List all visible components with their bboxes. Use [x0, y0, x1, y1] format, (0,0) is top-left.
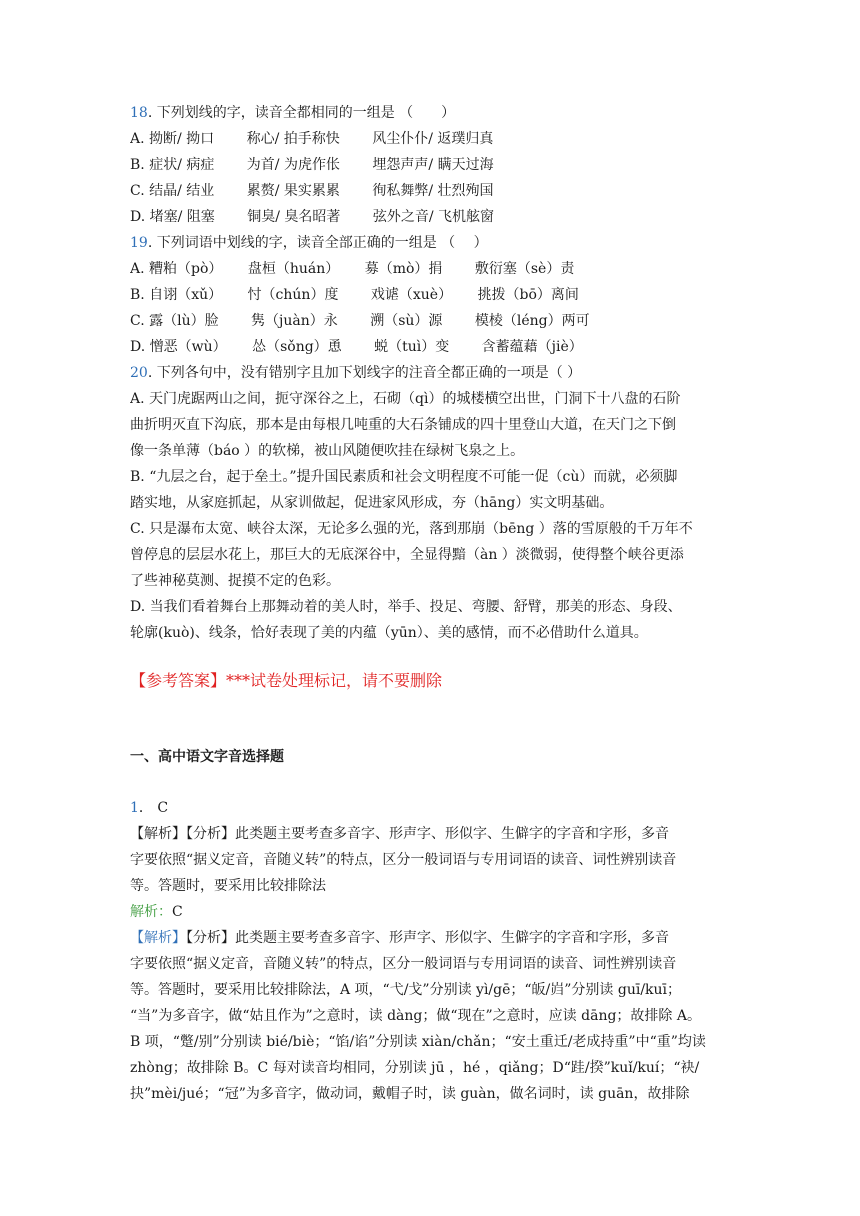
passage-line: D. 当我们看着舞台上那舞动着的美人时，举手、投足、弯腰、舒臂，那美的形态、身段、: [130, 599, 682, 615]
option-line: A. 拗断/ 拗口 称心/ 拍手称快 风尘仆仆/ 返璞归真: [130, 131, 494, 147]
question-block: [130, 100, 730, 646]
question-20-stem: 20. 下列各句中，没有错别字且加下划线字的注音全都正确的一项是（ ）: [130, 365, 582, 381]
question-number: 20: [130, 365, 148, 381]
passage-line: 曾停息的层层水花上，那巨大的无底深谷中，全显得黯（àn ）淡微弱，使得整个峡谷更添: [130, 547, 684, 563]
passage-line: 轮廓(kuò)、线条，恰好表现了美的内蕴（yūn）、美的感情，而不必借助什么道具。: [130, 625, 648, 641]
option-line: A. 糟粕（pò） 盘桓（huán） 募（mò）捐 敷衍塞（sè）责: [130, 261, 575, 277]
question-number: 18: [130, 105, 148, 121]
passage-line: B. “九层之台，起于垒土。”提升国民素质和社会文明程度不可能一促（cù）而就，必须脚: [130, 469, 678, 485]
detail-line: “当”为多音字，做“姑且作为”之意时，读 dàng；做“现在”之意时，应读 dāng；故排除 A。: [130, 1008, 701, 1024]
option-line: D. 憎恶（wù） 怂（sǒng）恿 蜕（tuì）变 含蓄蕴藉（jiè）: [130, 339, 583, 355]
jiexi-line: 字要依照“据义定音，音随义转”的特点，区分一般词语与专用词语的读音、词性辨别读音: [130, 852, 677, 868]
solution-block: [130, 795, 730, 1107]
short-answer: 解析：C: [130, 904, 183, 920]
jiexi-line: 【解析】【分析】此类题主要考查多音字、形声字、形似字、生僻字的字音和字形，多音: [130, 826, 669, 842]
option-line: B. 自诩（xǔ） 忖（chún）度 戏谑（xuè） 挑拨（bō）离间: [130, 287, 579, 303]
detail-line: zhòng；故排除 B。C 每对读音均相同，分别读 jū ，hé ，qiǎng；D“跬/揆”kuǐ/kuí；“袂/: [130, 1060, 700, 1076]
option-line: B. 症状/ 病症 为首/ 为虎作伥 埋怨声声/ 瞒天过海: [130, 157, 494, 173]
passage-line: C. 只是瀑布太宽、峡谷太深，无论多么强的光，落到那崩（bēng ）落的雪原般的千万年不: [130, 521, 693, 537]
passage-line: 了些神秘莫测、捉摸不定的色彩。: [130, 573, 340, 589]
question-19-stem: 19. 下列词语中划线的字，读音全部正确的一组是 （ ）: [130, 235, 488, 251]
passage-line: 踏实地，从家庭抓起，从家训做起，促进家风形成，夯（hāng）实文明基础。: [130, 495, 614, 511]
answer-banner: 【参考答案】***试卷处理标记，请不要删除: [130, 671, 443, 690]
passage-line: 像一条单薄（báo ）的软梯，被山风随便吹挂在绿树飞泉之上。: [130, 443, 525, 459]
detail-line: 等。答题时，要采用比较排除法，A 项，“弋/戈”分别读 yì/gē；“皈/岿”分别读 guī/kuī；: [130, 982, 682, 998]
detail-line: B 项，“蹩/别”分别读 bié/biè；“馅/谄”分别读 xiàn/chǎn；“安土重迁/老成持重”中“重”均读: [130, 1034, 706, 1050]
detail-line: 抉”mèi/jué；“冠”为多音字，做动词，戴帽子时，读 guàn，做名词时，读 guān，故排除: [130, 1086, 690, 1102]
detail-line: 字要依照“据义定音，音随义转”的特点，区分一般词语与专用词语的读音、词性辨别读音: [130, 956, 677, 972]
detail-line: 【解析】【分析】此类题主要考查多音字、形声字、形似字、生僻字的字音和字形，多音: [130, 930, 669, 946]
question-18-stem: 18. 下列划线的字，读音全都相同的一组是 （ ）: [130, 105, 456, 121]
section-title: 一、高中语文字音选择题: [130, 749, 284, 765]
solution-number: 1． C: [130, 800, 169, 816]
option-line: D. 堵塞/ 阻塞 铜臭/ 臭名昭著 弦外之音/ 飞机舷窗: [130, 209, 495, 225]
passage-line: A. 天门虎踞两山之间，扼守深谷之上，石砌（qì）的城楼横空出世，门洞下十八盘的石阶: [130, 391, 681, 407]
passage-line: 曲折明灭直下沟底，那本是由每根几吨重的大石条铺成的四十里登山大道，在天门之下倒: [130, 417, 676, 433]
jiexi-line: 等。答题时，要采用比较排除法: [130, 878, 326, 894]
question-number: 19: [130, 235, 148, 251]
option-line: C. 露（lù）脸 隽（juàn）永 溯（sù）源 模棱（léng）两可: [130, 313, 590, 329]
option-line: C. 结晶/ 结业 累赘/ 果实累累 徇私舞弊/ 壮烈殉国: [130, 183, 494, 199]
